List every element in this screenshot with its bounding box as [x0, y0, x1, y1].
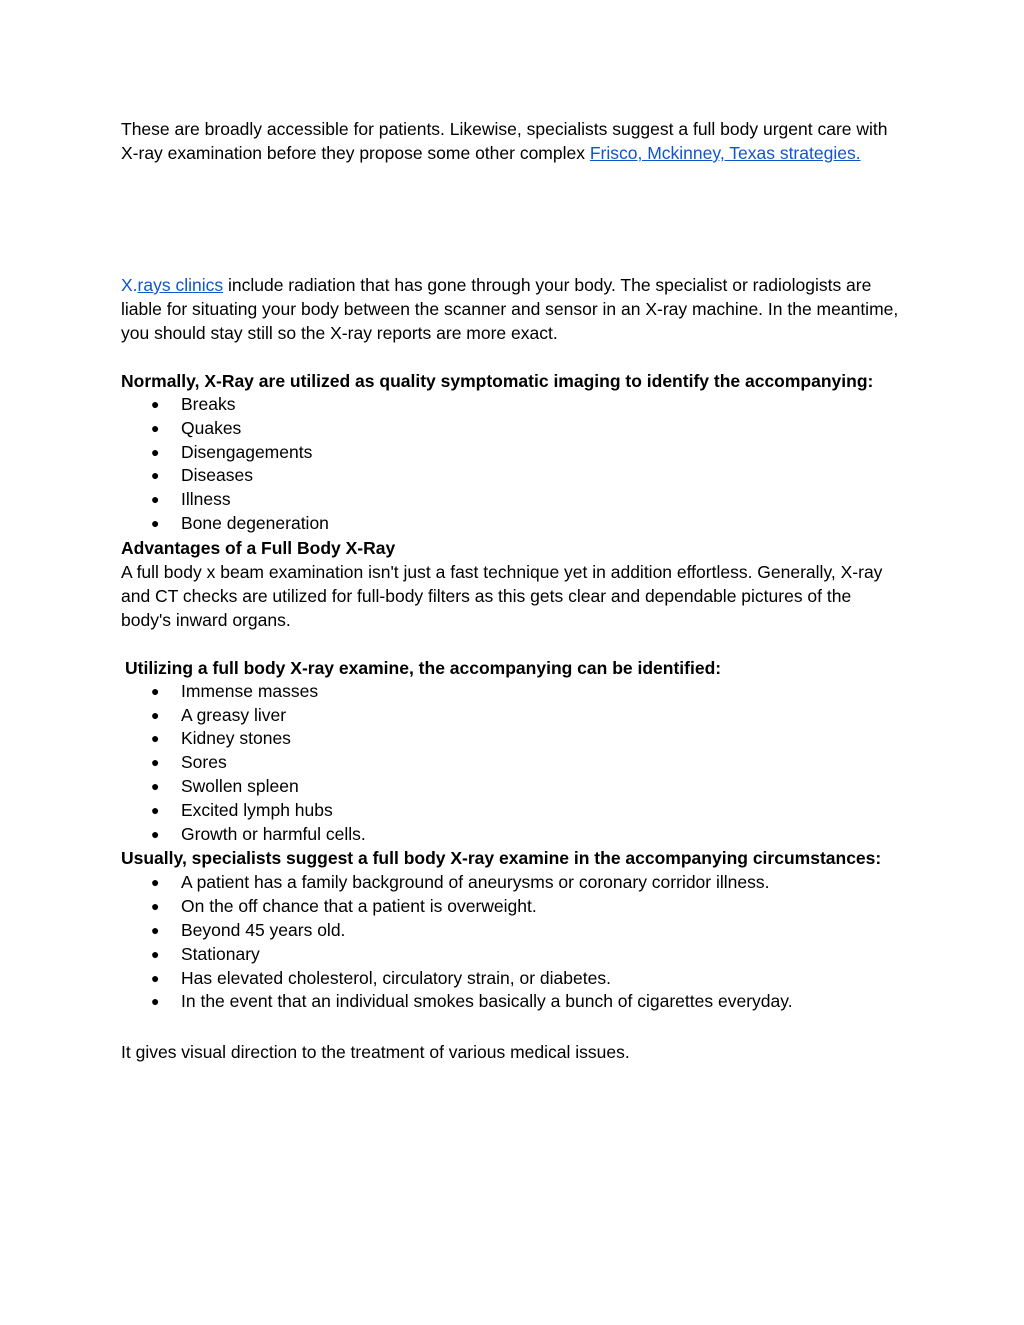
- xray-text: include radiation that has gone through your body. The specialist or radiologists are liable for situating your body between the scanner and sensor in an X-ray machine. In the meantime, you should stay still so the X-ray reports are more exact.: [121, 275, 899, 343]
- list-item: ● Has elevated cholesterol, circulatory strain, or diabetes.: [121, 967, 901, 991]
- list-item: ● Diseases: [121, 464, 901, 488]
- rays-clinics-link[interactable]: rays clinics: [137, 275, 224, 295]
- list-item: ● In the event that an individual smokes basically a bunch of cigarettes everyday.: [121, 990, 901, 1014]
- list-item: ● On the off chance that a patient is overweight.: [121, 895, 901, 919]
- section4-heading: Usually, specialists suggest a full body X-ray examine in the accompanying circumstances:: [121, 848, 882, 869]
- section1-heading: Normally, X-Ray are utilized as quality symptomatic imaging to identify the accompanying:: [121, 371, 874, 391]
- list-item: ● Excited lymph hubs: [121, 799, 901, 823]
- list-item: ● Swollen spleen: [121, 775, 901, 799]
- closing-paragraph: It gives visual direction to the treatment of various medical issues.: [121, 1042, 630, 1063]
- document-page: [121, 117, 901, 1064]
- xray-prefix: X.: [121, 275, 138, 295]
- list-item: ● Quakes: [121, 417, 901, 441]
- intro-text: These are broadly accessible for patients. Likewise, specialists suggest a full body urgent care with X-ray examination before they propose some other complex: [121, 119, 888, 163]
- list-item: ● Kidney stones: [121, 727, 901, 751]
- list-item: ● Breaks: [121, 393, 901, 417]
- section3-heading: Utilizing a full body X-ray examine, the accompanying can be identified:: [125, 657, 722, 678]
- list-item: ● A greasy liver: [121, 704, 901, 728]
- section3-list: [121, 680, 901, 847]
- list-item: ● Illness: [121, 488, 901, 512]
- list-item: ● Stationary: [121, 943, 901, 967]
- frisco-mckinney-link[interactable]: Frisco, Mckinney, Texas strategies.: [589, 143, 861, 163]
- section2-paragraph: A full body x beam examination isn't just a fast technique yet in addition effortless. Generally, X-ray and CT checks are utilized for full-body filters as this gets clear and dependable pictures of the body's inward organs.: [121, 561, 883, 630]
- section4-list: [121, 871, 901, 1014]
- xray-paragraph: [121, 273, 901, 345]
- intro-paragraph: [121, 117, 901, 165]
- list-item: ● Beyond 45 years old.: [121, 919, 901, 943]
- list-item: ● Growth or harmful cells.: [121, 823, 901, 847]
- section1-list: [121, 393, 901, 536]
- list-item: ● Bone degeneration: [121, 512, 901, 536]
- list-item: ● Sores: [121, 751, 901, 775]
- list-item: ● Immense masses: [121, 680, 901, 704]
- spacer: [121, 165, 901, 273]
- section2-heading: Advantages of a Full Body X-Ray: [121, 537, 396, 558]
- list-item: ● A patient has a family background of aneurysms or coronary corridor illness.: [121, 871, 901, 895]
- list-item: ● Disengagements: [121, 441, 901, 465]
